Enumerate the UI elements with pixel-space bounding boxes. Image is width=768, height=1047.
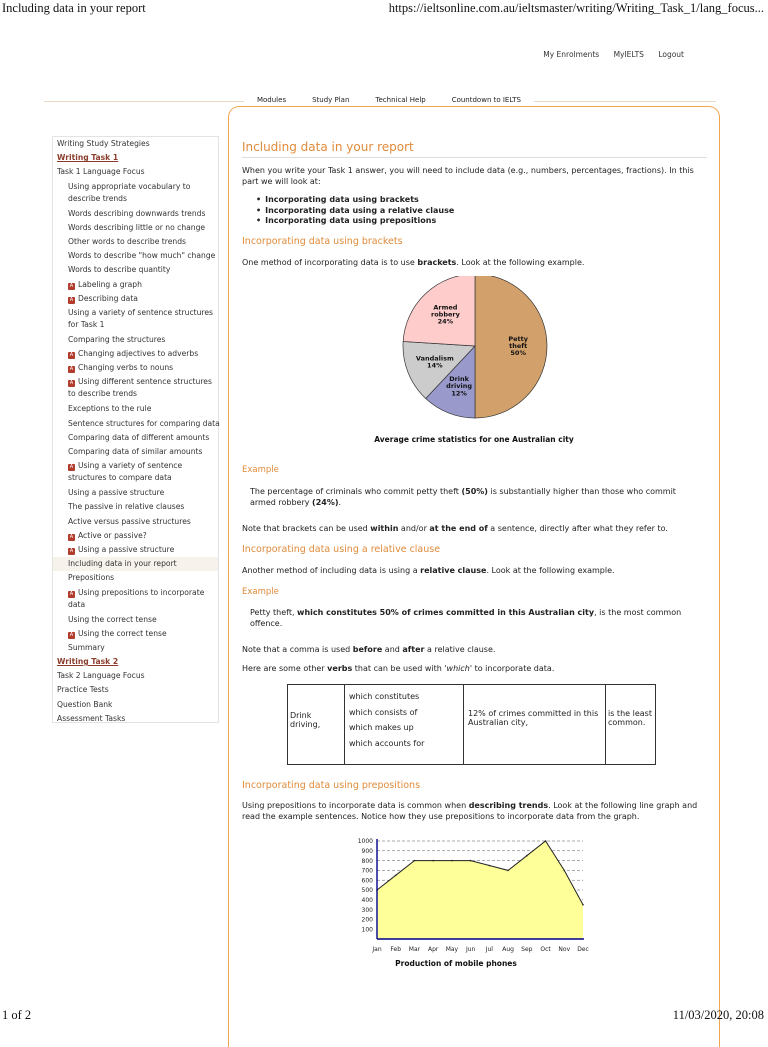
sidebar-item-practice-tests[interactable]: Practice Tests [57, 685, 109, 695]
data-point-dec [582, 904, 584, 906]
intro-text: When you write your Task 1 answer, you will need to include data (e.g., numbers, percentages, fractions). In this part we will look at: [242, 166, 694, 186]
sidebar-item-active-vs-passive[interactable]: Active versus passive structures [68, 516, 191, 526]
y-tick-label: 1000 [357, 838, 373, 846]
sidebar-item-verbs-nouns[interactable]: A Changing verbs to nouns [69, 363, 174, 373]
sidebar-item-correct-tense[interactable]: Using the correct tense [68, 614, 157, 624]
sidebar-item-question-bank[interactable]: Question Bank [57, 699, 113, 709]
example-label: Example [242, 587, 279, 597]
sidebar-item-labeling-graph[interactable]: A Labeling a graph [69, 279, 142, 289]
pie-label-drink-driving: Drink driving 12% [446, 374, 473, 398]
area-fill [377, 841, 583, 939]
verbs-intro: Here are some other verbs that can be used with 'which' to incorporate data. [242, 664, 555, 673]
data-point-feb [395, 875, 397, 877]
activity-icon: A [69, 366, 74, 373]
sidebar-item-writing-task-2[interactable]: Writing Task 2 [57, 657, 119, 667]
sidebar-item-vocabulary-trends[interactable]: Using appropriate vocabulary to describe trends [68, 181, 191, 203]
brackets-note: Note that brackets can be used within and/or at the end of a sentence, directly after what they refer to. [242, 524, 668, 533]
activity-icon: A [69, 631, 74, 638]
sidebar-item-passive-relative[interactable]: The passive in relative clauses [68, 502, 185, 512]
sidebar [52, 136, 219, 723]
sidebar-item-prepositions[interactable]: Prepositions [68, 573, 115, 583]
sidebar-item-passive-structure[interactable]: Using a passive structure [68, 488, 165, 498]
topic-item: • Incorporating data using prepositions [256, 216, 707, 227]
x-tick-label-jan: Jan [372, 946, 382, 953]
myielts-link[interactable]: MyIELTS [613, 50, 644, 59]
pie-title: Average crime statistics for one Australian city [374, 435, 574, 444]
x-tick-label-jun: Jun [465, 946, 476, 953]
print-title: Including data in your report [2, 1, 146, 15]
sidebar-item-including-data[interactable]: Including data in your report [53, 557, 218, 571]
activity-icon: A [69, 380, 74, 387]
sidebar-item-prepositions-activity[interactable]: A Using prepositions to incorporate data [68, 587, 205, 609]
data-point-oct [545, 840, 547, 842]
verbs-table [287, 684, 656, 765]
verbs-table-data: 12% of crimes committed in this Australian city, [464, 685, 606, 765]
sidebar-item-task1-language-focus[interactable]: Task 1 Language Focus [57, 167, 145, 177]
crime-pie-chart [242, 276, 707, 452]
nav-modules[interactable]: Modules [256, 96, 287, 104]
activity-icon: A [69, 282, 74, 289]
sidebar-item-writing-task-1[interactable]: Writing Task 1 [57, 153, 119, 163]
print-url: https://ieltsonline.com.au/ieltsmaster/writing/Writing_Task_1/lang_focus... [388, 1, 764, 15]
x-tick-label-oct: Oct [540, 946, 551, 953]
sidebar-item-how-much[interactable]: Words to describe "how much" change [68, 251, 216, 261]
sidebar-item-exceptions[interactable]: Exceptions to the rule [68, 404, 152, 414]
nav-study-plan[interactable]: Study Plan [312, 96, 350, 104]
pie-label-armed-robbery: Armed robbery 24% [431, 303, 460, 326]
activity-icon: A [69, 296, 74, 303]
y-tick-label: 200 [361, 916, 373, 924]
pie-label-petty-theft: Petty theft 50% [508, 334, 529, 358]
verbs-table-rest: is the least common. [606, 685, 656, 765]
print-page-number: 1 of 2 [2, 1008, 32, 1022]
x-tick-label-nov: Nov [558, 946, 571, 953]
print-datetime: 11/03/2020, 20:08 [672, 1008, 764, 1022]
nav-technical-help[interactable]: Technical Help [375, 96, 426, 104]
sidebar-item-variety-structures[interactable]: Using a variety of sentence structures for Task 1 [68, 307, 213, 329]
user-nav [531, 50, 684, 59]
data-point-jun [470, 860, 472, 862]
section-prepositions-heading: Incorporating data using prepositions [242, 780, 421, 791]
mobile-phones-chart [242, 836, 707, 970]
data-point-may [451, 860, 453, 862]
topic-item: • Incorporating data using brackets [256, 195, 707, 206]
activity-icon: A [69, 352, 74, 359]
example-label: Example [242, 465, 279, 475]
sidebar-item-quantity[interactable]: Words to describe quantity [68, 265, 171, 275]
y-tick-label: 600 [361, 877, 373, 885]
topic-item: • Incorporating data using a relative clause [256, 206, 707, 217]
data-point-nov [563, 870, 565, 872]
data-point-mar [414, 860, 416, 862]
line-chart-title: Production of mobile phones [395, 959, 517, 968]
activity-icon: A [69, 464, 74, 471]
sidebar-item-adjectives-adverbs[interactable]: A Changing adjectives to adverbs [69, 349, 199, 359]
sidebar-item-downwards-trends[interactable]: Words describing downwards trends [68, 208, 206, 218]
sidebar-item-comparing-data-structures[interactable]: Sentence structures for comparing data [68, 418, 220, 428]
page-title: Including data in your report [242, 140, 707, 158]
relative-intro: Another method of including data is using a relative clause. Look at the following example. [242, 566, 615, 575]
activity-icon: A [69, 533, 74, 540]
x-tick-label-jul: Jul [485, 946, 493, 953]
example-relative: Petty theft, which constitutes 50% of crimes committed in this Australian city, is the most common offence. [250, 608, 682, 628]
x-tick-label-feb: Feb [390, 946, 402, 953]
data-point-sep [526, 855, 528, 857]
y-tick-label: 800 [361, 857, 373, 865]
y-tick-label: 900 [361, 848, 373, 855]
sidebar-item-different-structures[interactable]: A Using different sentence structures to describe trends [68, 377, 212, 399]
sidebar-item-task2-language-focus[interactable]: Task 2 Language Focus [57, 671, 145, 681]
sidebar-item-summary[interactable]: Summary [68, 642, 105, 652]
data-point-aug [507, 870, 509, 872]
sidebar-item-assessment-tasks[interactable]: Assessment Tasks [57, 713, 126, 723]
y-tick-label: 400 [361, 897, 373, 904]
section-brackets-heading: Incorporating data using brackets [242, 236, 403, 247]
sidebar-item-other-words[interactable]: Other words to describe trends [68, 236, 187, 246]
sidebar-item-different-amounts[interactable]: Comparing data of different amounts [68, 432, 210, 442]
sidebar-item-comparing-structures[interactable]: Comparing the structures [68, 334, 166, 344]
pie-label-vandalism: Vandalism 14% [415, 354, 454, 370]
topic-list [256, 195, 707, 227]
activity-icon: A [69, 547, 74, 554]
my-enrolments-link[interactable]: My Enrolments [543, 50, 600, 59]
sidebar-item-active-or-passive[interactable]: A Active or passive? [69, 530, 147, 540]
x-tick-label-sep: Sep [521, 946, 533, 953]
sidebar-item-variety-compare[interactable]: A Using a variety of sentence structures to compare data [68, 461, 183, 483]
x-tick-label-apr: Apr [427, 946, 439, 953]
x-tick-label-mar: Mar [408, 946, 421, 953]
sidebar-item-study-strategies[interactable]: Writing Study Strategies [57, 139, 150, 148]
sidebar-item-similar-amounts[interactable]: Comparing data of similar amounts [68, 447, 203, 456]
data-point-apr [432, 860, 434, 862]
sidebar-item-passive-activity[interactable]: A Using a passive structure [69, 544, 175, 554]
section-relative-heading: Incorporating data using a relative clause [242, 544, 441, 555]
relative-note: Note that a comma is used before and after a relative clause. [242, 645, 496, 654]
activity-icon: A [69, 590, 74, 597]
y-tick-label: 700 [361, 867, 373, 875]
verbs-table-verbs: which constitutes which consists of which makes up which accounts for [345, 685, 464, 765]
prepositions-intro: Using prepositions to incorporate data is common when describing trends. Look at the following line graph and read the example sentences. Notice how they use prepositions to incorporate data from the graph. [242, 801, 698, 821]
logout-link[interactable]: Logout [658, 50, 684, 59]
data-point-jul [489, 865, 491, 867]
verbs-table-subject: Drink driving, [288, 685, 345, 765]
x-tick-label-dec: Dec [577, 946, 589, 953]
y-tick-label: 100 [361, 926, 373, 934]
main-content [242, 140, 707, 968]
brackets-intro: One method of incorporating data is to use brackets. Look at the following example. [242, 258, 585, 267]
y-tick-label: 500 [361, 887, 373, 895]
example-brackets: The percentage of criminals who commit petty theft (50%) is substantially higher than those who commit armed robbery (24%). [250, 487, 676, 507]
x-tick-label-aug: Aug [502, 946, 514, 953]
y-tick-label: 300 [361, 906, 373, 914]
sidebar-item-little-change[interactable]: Words describing little or no change [68, 222, 206, 232]
x-tick-label-may: May [445, 946, 459, 953]
nav-countdown[interactable]: Countdown to IELTS [451, 96, 521, 104]
sidebar-item-correct-tense-activity[interactable]: A Using the correct tense [69, 628, 167, 638]
sidebar-item-describing-data[interactable]: A Describing data [69, 293, 138, 303]
